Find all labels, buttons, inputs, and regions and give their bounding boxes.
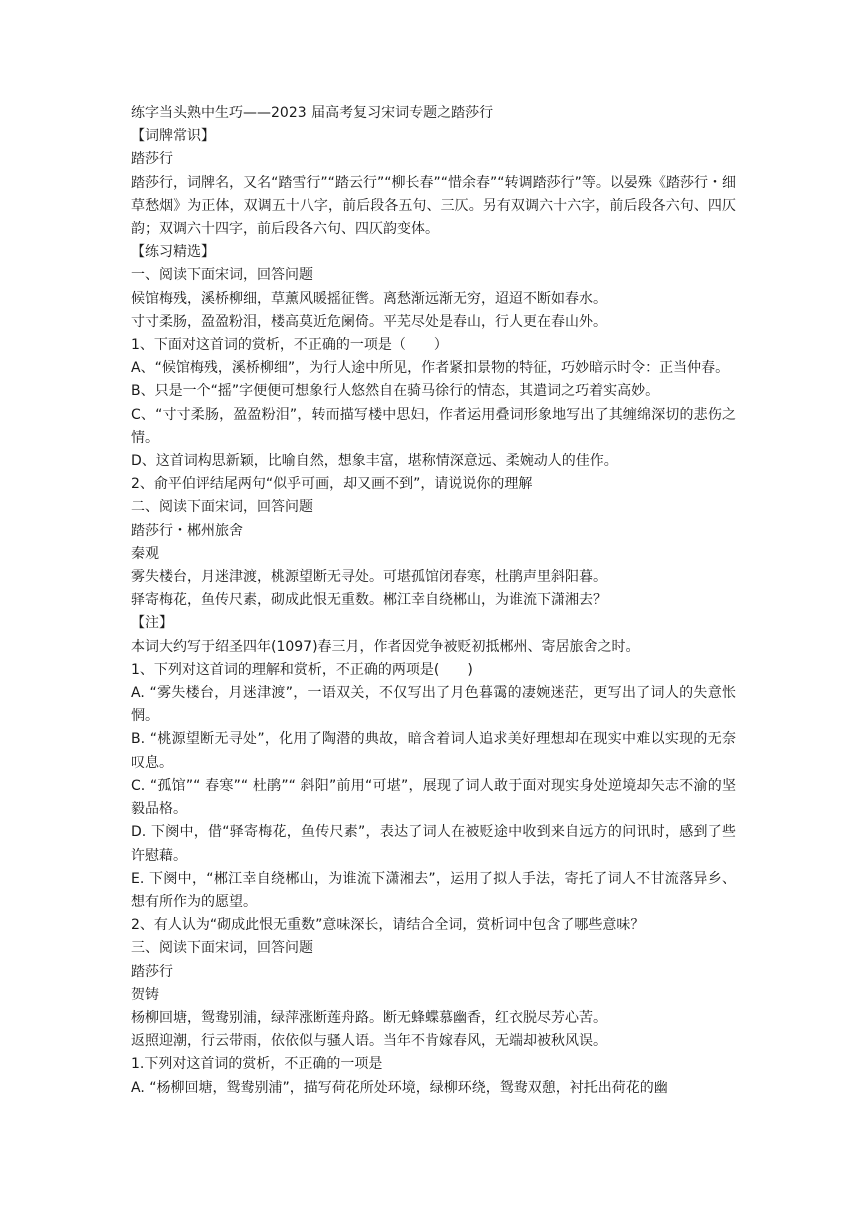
paragraph: 一、阅读下面宋词，回答问题 [131, 267, 313, 284]
paragraph: 1、下面对这首词的赏析，不正确的一项是（ ） [131, 337, 448, 354]
paragraph: 踏莎行 [131, 963, 173, 980]
paragraph: 雾失楼台，月迷津渡，桃源望断无寻处。可堪孤馆闭春寒，杜鹃声里斜阳暮。 [131, 569, 607, 586]
paragraph: 寸寸柔肠，盈盈粉泪，楼高莫近危阑倚。平芜尽处是春山，行人更在春山外。 [131, 313, 607, 330]
paragraph: B、只是一个“摇”字便便可想象行人悠然自在骑马徐行的情态，其遣词之巧着实高妙。 [131, 383, 660, 400]
paragraph: E. 下阕中，“郴江幸自绕郴山，为谁流下潇湘去”，运用了拟人手法，寄托了词人不甘流落异乡、想有所作为的愿望。 [131, 870, 736, 910]
paragraph: 1、下列对这首词的理解和赏析，不正确的两项是( ) [131, 661, 473, 678]
paragraph: 2、俞平伯评结尾两句“似乎可画，却又画不到”，请说说你的理解 [131, 476, 533, 493]
paragraph: 1.下列对这首词的赏析，不正确的一项是 [131, 1056, 383, 1073]
paragraph: 秦观 [131, 545, 159, 562]
paragraph: A、“候馆梅残，溪桥柳细”，为行人途中所见，作者紧扣景物的特征，巧妙暗示时令：正当仲春。 [131, 360, 730, 377]
paragraph: 三、阅读下面宋词，回答问题 [131, 940, 313, 957]
paragraph: 踏莎行 [131, 151, 173, 168]
paragraph: 【词牌常识】 [131, 128, 215, 145]
document-title: 练字当头熟中生巧——2023 届高考复习宋词专题之踏莎行 [131, 105, 494, 121]
paragraph: 【练习精选】 [131, 244, 215, 261]
paragraph: B. “桃源望断无寻处”，化用了陶潜的典故，暗含着词人追求美好理想却在现实中难以实现的无奈叹息。 [131, 731, 736, 771]
paragraph: 二、阅读下面宋词，回答问题 [131, 499, 313, 516]
paragraph: D、这首词构思新颖，比喻自然，想象丰富，堪称情深意远、柔婉动人的佳作。 [131, 453, 618, 470]
paragraph: A. “杨柳回塘，鸳鸯别浦”，描写荷花所处环境，绿柳环绕，鸳鸯双憩，衬托出荷花的幽 [131, 1079, 668, 1096]
paragraph: 本词大约写于绍圣四年(1097)春三月，作者因党争被贬初抵郴州、寄居旅舍之时。 [131, 638, 640, 655]
paragraph: 【注】 [131, 615, 173, 632]
paragraph: D. 下阕中，借“驿寄梅花，鱼传尺素”，表达了词人在被贬途中收到来自远方的问讯时，感到了些许慰藉。 [131, 824, 736, 864]
paragraph: 驿寄梅花，鱼传尺素，砌成此恨无重数。郴江幸自绕郴山，为谁流下潇湘去？ [131, 592, 607, 609]
paragraph: 2、有人认为“砌成此恨无重数”意味深长，请结合全词，赏析词中包含了哪些意味？ [131, 917, 645, 934]
paragraph: 返照迎潮，行云带雨，依依似与骚人语。当年不肯嫁春风，无端却被秋风误。 [131, 1033, 607, 1050]
paragraph: 杨柳回塘，鸳鸯别浦，绿萍涨断莲舟路。断无蜂蝶慕幽香，红衣脱尽芳心苦。 [131, 1009, 607, 1026]
paragraph-list [131, 125, 736, 1100]
document-body [131, 102, 736, 1100]
paragraph: C、“寸寸柔肠，盈盈粉泪”，转而描写楼中思妇，作者运用叠词形象地写出了其缠绵深切的悲伤之情。 [131, 406, 736, 446]
paragraph: 踏莎行・郴州旅舍 [131, 522, 243, 539]
paragraph: 候馆梅残，溪桥柳细，草薰风暖摇征辔。离愁渐远渐无穷，迢迢不断如春水。 [131, 290, 607, 307]
paragraph: 踏莎行，词牌名，又名“踏雪行”“踏云行”“柳长春”“惜余春”“转调踏莎行”等。以晏殊《踏莎行・细草愁烟》为正体，双调五十八字，前后段各五句、三仄。另有双调六十六字，前后段各六句、四仄韵；双调六十四字，前后段各六句、四仄韵变体。 [131, 174, 736, 238]
paragraph: A. “雾失楼台，月迷津渡”，一语双关，不仅写出了月色暮霭的凄婉迷茫，更写出了词人的失意怅惘。 [131, 685, 736, 725]
paragraph: C. “孤馆”“ 春寒”“ 杜鹃”“ 斜阳”前用“可堪”，展现了词人敢于面对现实身处逆境却矢志不渝的坚毅品格。 [131, 777, 736, 818]
paragraph: 贺铸 [131, 986, 159, 1003]
